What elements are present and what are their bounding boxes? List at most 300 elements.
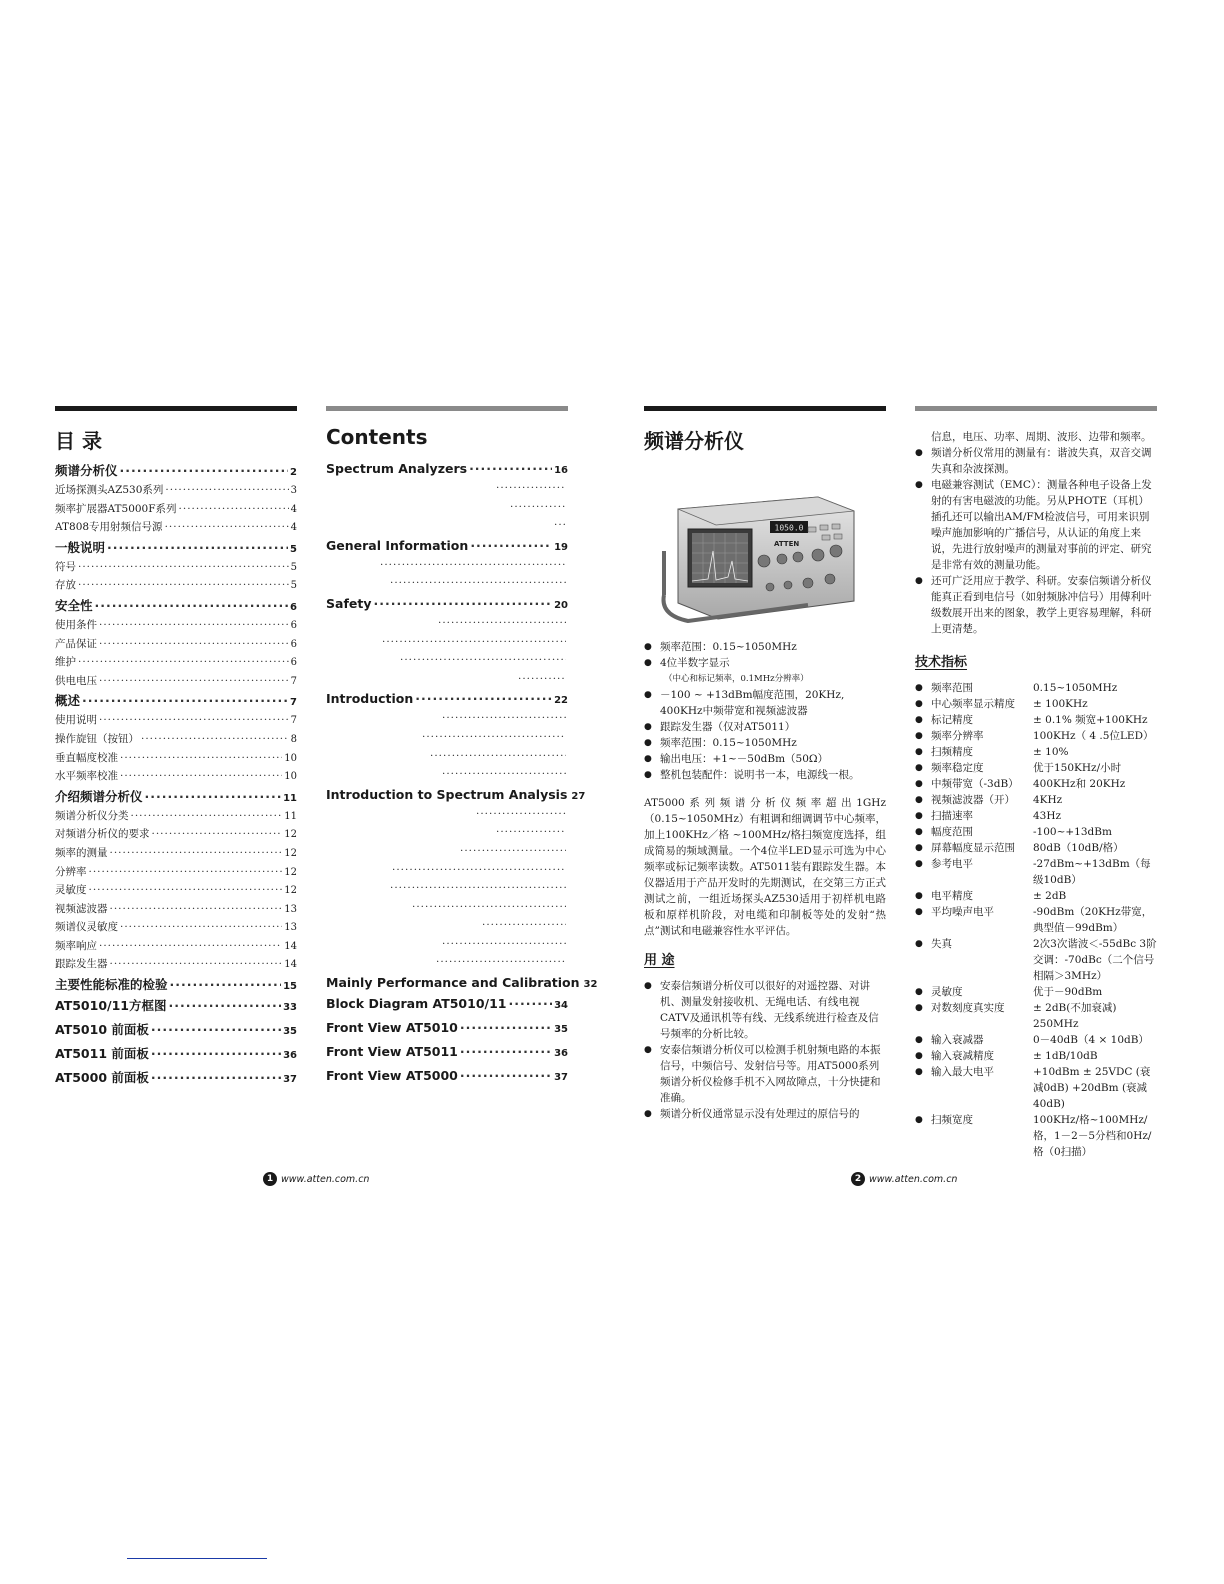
toc-leader-dots — [110, 847, 283, 859]
toc-entry-page: 4 — [290, 503, 297, 515]
toc-leader-dots — [99, 638, 289, 650]
toc-entry-label: 操作旋钮（按钮） — [55, 732, 139, 745]
toc-entry-page: 34 — [554, 1000, 568, 1012]
toc-entry — [326, 636, 568, 655]
toc-leader-dots — [99, 714, 289, 726]
continued-text: 信息，电压、功率、周期、波形、边带和频率。 — [931, 431, 1152, 443]
toc-entry — [55, 501, 297, 520]
toc-entry-page: 22 — [554, 695, 568, 707]
toc-entry-label: Front View AT5010 — [326, 1020, 458, 1036]
feature-item — [644, 735, 886, 751]
toc-leader-dots — [442, 938, 566, 950]
toc-entry-page: 16 — [554, 465, 568, 476]
toc-leader-dots — [89, 884, 283, 896]
toc-entry-label: 主要性能标准的检验 — [55, 977, 168, 993]
page-number: 2 — [851, 1172, 865, 1186]
spec-key: 灵敏度 — [931, 986, 963, 998]
bullet-icon: ● — [915, 683, 923, 693]
bullet-icon: ● — [915, 907, 923, 917]
spec-key: 扫频宽度 — [931, 1114, 973, 1126]
toc-leader-dots — [390, 577, 566, 589]
feature-list — [644, 639, 886, 783]
toc-entry — [326, 461, 568, 482]
toc-entry — [55, 975, 297, 996]
spec-row — [915, 1032, 1157, 1048]
toc-entry — [55, 461, 297, 482]
device-brand-logo: ATTEN — [774, 540, 800, 548]
toc-entry-page: 7 — [290, 675, 297, 687]
feature-text: －100 ~ +13dBm幅度范围，20KHz, 400KHz中频带宽和视频滤波器 — [660, 689, 845, 717]
bullet-icon: ● — [915, 1035, 923, 1045]
feature-subtext: （中心和标记频率，0.1MHz分辨率） — [664, 674, 809, 684]
toc-entry-page: 11 — [283, 792, 297, 804]
spectrum-analyzer-photo — [658, 491, 856, 623]
toc-leader-dots — [392, 864, 566, 876]
toc-entry — [326, 596, 568, 617]
toc-entry — [326, 826, 568, 845]
toc-entry-label: 跟踪发生器 — [55, 958, 108, 971]
toc-entry-label: 使用说明 — [55, 714, 97, 727]
spec-value: ± 0.1% 频宽+100KHz — [1033, 714, 1148, 726]
feature-text: 整机包装配件：说明书一本，电源线一根。 — [660, 769, 860, 781]
toc-leader-dots — [99, 619, 289, 631]
toc-entry — [326, 519, 568, 538]
toc-entry-label: Mainly Performance and Calibration — [326, 975, 580, 991]
toc-entry-page: 2 — [290, 467, 297, 478]
toc-leader-dots — [508, 996, 552, 1011]
bullet-icon: ● — [915, 891, 923, 901]
bottom-link-line — [127, 1558, 267, 1559]
toc-entry-label: Block Diagram AT5010/11 — [326, 996, 507, 1012]
spec-value: 2次3次谐波＜-55dBc 3阶交调：-70dBc（二个信号相隔＞3MHz） — [1033, 938, 1157, 982]
feature-text: 跟踪发生器（仅对AT5011） — [660, 721, 796, 733]
toc-cn-list — [55, 461, 297, 1092]
toc-leader-dots — [518, 673, 566, 685]
spec-row — [915, 904, 1157, 936]
toc-leader-dots — [442, 768, 566, 780]
bullet-icon: ● — [915, 715, 923, 725]
spec-value: 80dB（10dB/格） — [1033, 842, 1124, 854]
toc-leader-dots — [482, 919, 566, 931]
spec-key: 频率范围 — [931, 682, 973, 694]
toc-entry-page: 37 — [554, 1072, 568, 1084]
device-display-readout: 1050.0 — [774, 523, 804, 533]
toc-entry — [55, 712, 297, 731]
toc-entry-label: 存放 — [55, 579, 76, 592]
toc-entry — [326, 673, 568, 692]
bullet-icon: ● — [915, 747, 923, 757]
toc-entry-label: 使用条件 — [55, 618, 97, 631]
feature-text: 频率范围：0.15~1050MHz — [660, 641, 797, 653]
spec-value: ± 100KHz — [1033, 698, 1088, 710]
spec-value: 优于－90dBm — [1033, 986, 1103, 998]
spec-value: 43Hz — [1033, 810, 1062, 822]
spec-key: 频率分辨率 — [931, 730, 984, 742]
usage-item: ● 电磁兼容测试（EMC）：测量各种电子设备上发射的有害电磁波的功能。另从PHOTE（耳机）插孔还可以输出AM/FM检波信号，可用来识别噪声施加影响的广播信号，从认证的角度上来说，先进行放射噪声的测量对事前的评定、研究是非常有效的测量功能。 — [915, 477, 1157, 573]
toc-leader-dots — [179, 503, 289, 515]
toc-leader-dots — [151, 1070, 281, 1085]
spec-key: 视频滤波器（开） — [931, 794, 1015, 806]
toc-entry — [55, 731, 297, 750]
toc-entry-page: 5 — [290, 543, 297, 555]
spec-value: ± 1dB/10dB — [1033, 1050, 1098, 1062]
toc-entry — [326, 1044, 568, 1068]
spec-row — [915, 856, 1157, 888]
toc-entry-label: 供电电压 — [55, 674, 97, 687]
spec-key: 电平精度 — [931, 890, 973, 902]
toc-entry — [55, 559, 297, 578]
toc-entry-page: 11 — [284, 810, 297, 822]
toc-entry-page: 12 — [284, 847, 297, 859]
toc-entry-page: 10 — [284, 771, 297, 783]
toc-entry-label: 频率的测量 — [55, 846, 108, 859]
toc-entry-page: 4 — [290, 522, 297, 534]
spec-key: 屏幕幅度显示范围 — [931, 842, 1015, 854]
specs-title: 技术指标 — [915, 655, 968, 670]
toc-entry-label: 概述 — [55, 693, 81, 709]
toc-entry-page: 27 — [571, 790, 586, 802]
toc-entry-label: 视频滤波器 — [55, 902, 108, 915]
spec-key: 标记精度 — [931, 714, 973, 726]
top-rule — [55, 406, 297, 411]
toc-entry-label: 灵敏度 — [55, 884, 87, 897]
usage-item: ● 频谱分析仪通常显示没有处理过的原信号的 — [644, 1106, 886, 1122]
toc-entry — [326, 956, 568, 975]
toc-entry-label: AT5000 前面板 — [55, 1070, 149, 1086]
usage-title: 用 途 — [644, 953, 675, 968]
spec-row — [915, 1048, 1157, 1064]
toc-en-title: Contents — [326, 425, 428, 449]
toc-entry-page: 6 — [290, 638, 297, 650]
spec-row — [915, 744, 1157, 760]
toc-entry — [55, 768, 297, 787]
toc-leader-dots — [141, 733, 289, 745]
toc-entry — [326, 501, 568, 520]
toc-leader-dots — [78, 656, 289, 668]
toc-entry — [326, 845, 568, 864]
spec-row — [915, 984, 1157, 1000]
bullet-icon: ● — [915, 1051, 923, 1061]
usage-more-list — [915, 445, 1157, 637]
feature-text: 频率范围：0.15~1050MHz — [660, 737, 797, 749]
spec-key: 幅度范围 — [931, 826, 973, 838]
usage-item: ● 安泰信频谱分析仪可以检测手机射频电路的本振信号，中频信号、发射信号等。用AT5000系列频谱分析仪检修手机不入网故障点，十分快捷和准确。 — [644, 1042, 886, 1106]
toc-leader-dots — [110, 903, 283, 915]
toc-leader-dots — [373, 596, 552, 611]
spec-key: 参考电平 — [931, 858, 973, 870]
toc-cn-column — [55, 406, 297, 1092]
toc-entry-label: 频谱分析仪 — [55, 463, 118, 478]
toc-leader-dots — [107, 540, 288, 555]
toc-entry-label: AT5011 前面板 — [55, 1046, 149, 1062]
toc-entry — [55, 787, 297, 808]
toc-entry — [326, 882, 568, 901]
toc-leader-dots — [496, 826, 566, 838]
toc-entry-page: 12 — [284, 866, 297, 878]
toc-entry-label: 符号 — [55, 560, 76, 573]
toc-entry — [326, 919, 568, 938]
toc-leader-dots — [110, 958, 283, 970]
toc-leader-dots — [469, 461, 552, 476]
spec-value: 4KHz — [1033, 794, 1063, 806]
toc-entry-page: 14 — [284, 940, 297, 952]
toc-entry-page: 36 — [554, 1048, 568, 1060]
toc-entry-page: 20 — [554, 599, 568, 611]
specs-table — [915, 680, 1157, 1160]
toc-entry — [326, 712, 568, 731]
top-rule — [326, 406, 568, 411]
toc-entry — [326, 938, 568, 957]
toc-entry — [55, 636, 297, 655]
usage-list — [644, 978, 886, 1122]
toc-leader-dots — [120, 770, 282, 782]
feature-item — [644, 639, 886, 655]
toc-leader-dots — [95, 598, 289, 613]
toc-entry-page: 13 — [284, 922, 297, 934]
spec-row — [915, 840, 1157, 856]
spec-row — [915, 936, 1157, 984]
toc-entry-page: 7 — [290, 697, 297, 709]
toc-leader-dots — [120, 921, 282, 933]
toc-entry — [326, 1068, 568, 1092]
toc-entry-label: Introduction — [326, 691, 414, 707]
toc-entry — [326, 864, 568, 883]
toc-leader-dots — [442, 712, 566, 724]
toc-entry — [55, 882, 297, 901]
toc-leader-dots — [422, 731, 566, 743]
bullet-icon: ● — [915, 987, 923, 997]
bullet-icon: ● — [915, 699, 923, 709]
toc-entry-page: 6 — [290, 601, 297, 613]
toc-entry — [326, 750, 568, 769]
spec-value: ± 10% — [1033, 746, 1069, 758]
bullet-icon: ● — [915, 843, 923, 853]
toc-entry-label: 产品保证 — [55, 637, 97, 650]
toc-entry — [55, 750, 297, 769]
spec-row — [915, 1112, 1157, 1160]
toc-entry-label: 分辨率 — [55, 865, 87, 878]
toc-entry — [55, 1044, 297, 1068]
toc-leader-dots — [460, 1044, 552, 1059]
toc-leader-dots — [430, 750, 566, 762]
feature-item — [644, 655, 886, 687]
toc-entry-page: 10 — [284, 752, 297, 764]
page-number: 1 — [263, 1172, 277, 1186]
spec-row — [915, 728, 1157, 744]
toc-entry-page: 14 — [284, 959, 297, 971]
toc-entry-label: Front View AT5000 — [326, 1068, 458, 1084]
bullet-icon: ● — [915, 859, 923, 869]
feature-item — [644, 687, 886, 719]
feature-text: 输出电压：+1~－50dBm（50Ω） — [660, 753, 829, 765]
toc-entry — [55, 617, 297, 636]
toc-entry-page: 8 — [290, 733, 297, 745]
bullet-icon: ● — [915, 795, 923, 805]
spec-key: 输入衰减器 — [931, 1034, 984, 1046]
spec-row — [915, 680, 1157, 696]
toc-entry — [326, 1020, 568, 1044]
spec-value: +10dBm ± 25VDC (衰减0dB) +20dBm (衰减40dB) — [1033, 1066, 1151, 1110]
bullet-icon: ● — [915, 779, 923, 789]
spec-value: -90dBm（20KHz带宽，典型值－99dBm） — [1033, 906, 1153, 934]
toc-leader-dots — [131, 810, 283, 822]
spec-key: 失真 — [931, 938, 952, 950]
toc-entry-label: 介绍频谱分析仪 — [55, 788, 143, 804]
toc-entry-label: Safety — [326, 595, 372, 611]
footer-url: www.atten.com.cn — [281, 1173, 370, 1185]
spec-value: 0.15~1050MHz — [1033, 682, 1118, 694]
toc-entry-label: 频率响应 — [55, 939, 97, 952]
spec-value: 100KHz（ 4 .5位LED） — [1033, 730, 1154, 742]
toc-entry — [326, 731, 568, 750]
toc-entry-page: 37 — [283, 1074, 297, 1086]
bullet-icon: ● — [915, 939, 923, 949]
toc-entry-label: Front View AT5011 — [326, 1044, 458, 1060]
toc-leader-dots — [99, 940, 282, 952]
toc-leader-dots — [460, 1020, 552, 1035]
toc-entry — [55, 596, 297, 617]
toc-entry — [326, 808, 568, 827]
toc-entry — [326, 975, 598, 996]
toc-leader-dots — [380, 559, 566, 571]
toc-leader-dots — [151, 1022, 281, 1037]
page2-title: 频谱分析仪 — [644, 429, 744, 453]
spec-value: 400KHz和 20KHz — [1033, 778, 1126, 790]
feature-item — [644, 719, 886, 735]
toc-entry-label: 垂直幅度校准 — [55, 751, 118, 764]
toc-entry — [326, 559, 568, 578]
toc-entry — [55, 577, 297, 596]
feature-text: 4位半数字显示 — [660, 657, 730, 669]
toc-entry-page: 12 — [284, 829, 297, 841]
toc-leader-dots — [78, 579, 289, 591]
toc-entry — [55, 654, 297, 673]
toc-entry — [326, 617, 568, 636]
bullet-icon: ● — [915, 827, 923, 837]
toc-entry-label: General Information — [326, 537, 469, 553]
toc-entry-page: 12 — [284, 885, 297, 897]
toc-entry-label: 一般说明 — [55, 539, 106, 555]
toc-entry-label: AT5010 前面板 — [55, 1022, 149, 1038]
spec-value: 100KHz/格~100MHz/格，1－2－5分档和0Hz/格（0扫描） — [1033, 1114, 1152, 1158]
toc-entry-page: 35 — [554, 1024, 568, 1036]
toc-leader-dots — [78, 561, 289, 573]
spec-key: 中心频率显示精度 — [931, 698, 1015, 710]
feature-item — [644, 751, 886, 767]
toc-leader-dots — [120, 752, 282, 764]
toc-leader-dots — [476, 808, 566, 820]
usage-item: ● 频谱分析仪常用的测量有：谐波失真，双音交调失真和杂波探测。 — [915, 445, 1157, 477]
usage-item: ● 安泰信频谱分析仪可以很好的对遥控器、对讲机、测量发射接收机、无绳电话、有线电视CATV及通讯机等有线、无线系统进行检查及信号频率的分析比较。 — [644, 978, 886, 1042]
toc-leader-dots — [168, 998, 281, 1013]
spec-row — [915, 776, 1157, 792]
toc-leader-dots — [390, 882, 566, 894]
toc-leader-dots — [412, 901, 566, 913]
top-rule — [915, 406, 1157, 411]
toc-leader-dots — [382, 636, 566, 648]
toc-leader-dots — [470, 538, 552, 553]
toc-leader-dots — [554, 519, 566, 531]
bullet-icon: ● — [915, 1067, 923, 1077]
toc-leader-dots — [496, 482, 566, 494]
toc-entry-page: 15 — [283, 981, 297, 993]
spec-value: ± 2dB(不加衰减) 250MHz — [1033, 1002, 1117, 1030]
footer-url: www.atten.com.cn — [869, 1173, 958, 1185]
spec-value: ± 2dB — [1033, 890, 1067, 902]
bullet-icon: ● — [915, 1003, 923, 1013]
toc-entry — [326, 577, 568, 596]
page2-right-column — [915, 406, 1157, 1160]
toc-entry — [326, 538, 568, 559]
toc-entry — [326, 654, 568, 673]
toc-entry — [326, 901, 568, 920]
toc-entry-label: 水平频率校准 — [55, 770, 118, 783]
spec-value: -100~+13dBm — [1033, 826, 1112, 838]
toc-leader-dots — [400, 654, 566, 666]
toc-entry — [326, 768, 568, 787]
toc-leader-dots — [510, 501, 566, 513]
toc-entry — [55, 938, 297, 957]
bullet-icon: ● — [915, 763, 923, 773]
spec-row — [915, 824, 1157, 840]
spec-key: 输入衰减精度 — [931, 1050, 994, 1062]
toc-entry-page: 6 — [290, 619, 297, 631]
toc-entry-label: 频谱分析仪分类 — [55, 809, 129, 822]
toc-entry — [55, 1068, 297, 1092]
spec-key: 扫描速率 — [931, 810, 973, 822]
page2-left-column — [644, 406, 886, 1122]
toc-leader-dots — [170, 977, 282, 992]
toc-entry-page: 3 — [290, 485, 297, 496]
spec-key: 扫频精度 — [931, 746, 973, 758]
feature-item — [644, 767, 886, 783]
toc-en-column — [326, 406, 598, 1092]
spec-value: -27dBm~+13dBm（每级10dB） — [1033, 858, 1151, 886]
spec-value: 0－40dB（4 × 10dB） — [1033, 1034, 1149, 1046]
toc-entry-page: 36 — [283, 1050, 297, 1062]
spec-key: 平均噪声电平 — [931, 906, 994, 918]
spec-row — [915, 792, 1157, 808]
toc-leader-dots — [165, 521, 289, 533]
toc-entry — [55, 519, 297, 538]
spec-value: 优于150KHz/小时 — [1033, 762, 1122, 774]
spec-row — [915, 1064, 1157, 1112]
toc-entry — [55, 919, 297, 938]
toc-entry-label: 近场探测头AZ530系列 — [55, 484, 164, 496]
toc-entry-page: 5 — [290, 561, 297, 573]
spec-row — [915, 760, 1157, 776]
spec-row — [915, 808, 1157, 824]
toc-entry — [55, 901, 297, 920]
toc-leader-dots — [82, 693, 288, 708]
toc-leader-dots — [120, 463, 289, 478]
toc-entry — [55, 864, 297, 883]
spec-row — [915, 712, 1157, 728]
spec-row — [915, 1000, 1157, 1032]
toc-entry — [326, 786, 586, 808]
toc-entry-label: Introduction to Spectrum Analysis — [326, 786, 568, 802]
toc-entry-label: AT808专用射频信号源 — [55, 521, 163, 534]
toc-entry — [55, 996, 297, 1020]
toc-entry-label: 对频谱分析仪的要求 — [55, 828, 150, 841]
toc-entry-label: 频率扩展器AT5000F系列 — [55, 502, 177, 515]
toc-entry — [55, 1020, 297, 1044]
toc-entry — [55, 808, 297, 827]
toc-leader-dots — [436, 956, 566, 968]
toc-leader-dots — [151, 1046, 281, 1061]
spec-key: 对数刻度真实度 — [931, 1002, 1005, 1014]
toc-cn-title: 目 录 — [55, 429, 102, 453]
